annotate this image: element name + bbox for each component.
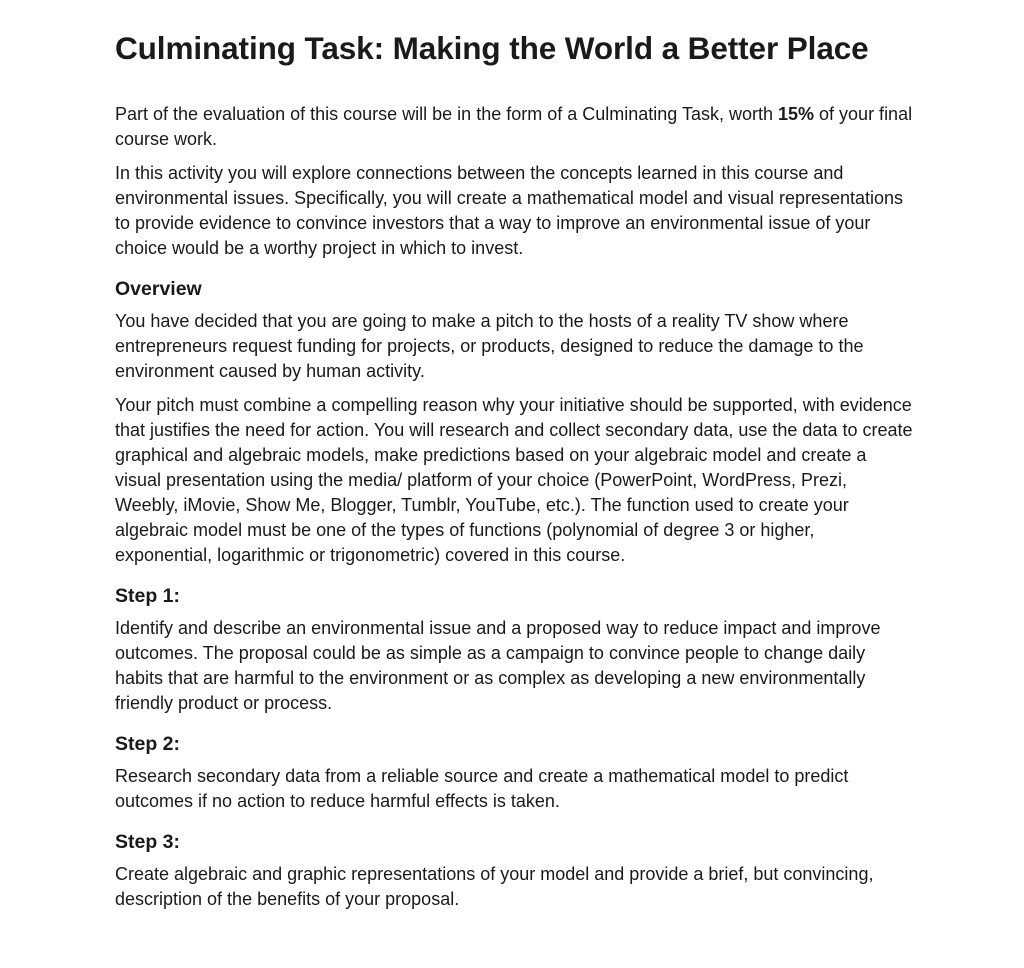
page-title: Culminating Task: Making the World a Better Place (115, 30, 869, 66)
intro-text-end: of your final course work. (115, 104, 913, 149)
overview-paragraph-2: Your pitch must combine a compelling reason why your initiative should be supported, with evidence that justifies the need for action. You will research and collect secondary data, use the data to create graphical and algebraic models, make predictions based on your algebraic model and create a visual presentation using the media/ platform of your choice (PowerPoint, WordPress, Prezi, Weebly, iMovie, Show Me, Blogger, Tumblr, YouTube, etc.). The function used to create your algebraic model must be one of the types of functions (polynomial of degree 3 or higher, exponential, logarithmic or trigonometric) covered in this course. (115, 395, 913, 565)
step-3-heading: Step 3: (115, 831, 181, 853)
step-2-text: Research secondary data from a reliable source and create a mathematical model to predict outcomes if no action to reduce harmful effects is taken. (115, 766, 849, 811)
weight-percentage: 15% (778, 104, 815, 124)
overview-paragraph-1: You have decided that you are going to make a pitch to the hosts of a reality TV show where entrepreneurs request funding for projects, or products, designed to reduce the damage to the environment caused by human activity. (115, 311, 864, 381)
step-1-text: Identify and describe an environmental issue and a proposed way to reduce impact and improve outcomes. The proposal could be as simple as a campaign to convince people to change daily habits that are harmful to the environment or as complex as developing a new environmentally friendly product or process. (115, 618, 881, 713)
step-1-heading: Step 1: (115, 585, 181, 607)
intro-paragraph-1 (115, 102, 915, 152)
step-2-heading: Step 2: (115, 733, 181, 755)
overview-heading: Overview (115, 278, 202, 300)
intro-paragraph-2: In this activity you will explore connections between the concepts learned in this course and environmental issues. Specifically, you will create a mathematical model and visual representations to provide evidence to convince investors that a way to improve an environmental issue of your choice would be a worthy project in which to invest. (115, 163, 904, 258)
intro-text-start: Part of the evaluation of this course will be in the form of a Culminating Task, worth (115, 104, 778, 124)
step-3-text: Create algebraic and graphic representations of your model and provide a brief, but convincing, description of the benefits of your proposal. (115, 864, 874, 909)
